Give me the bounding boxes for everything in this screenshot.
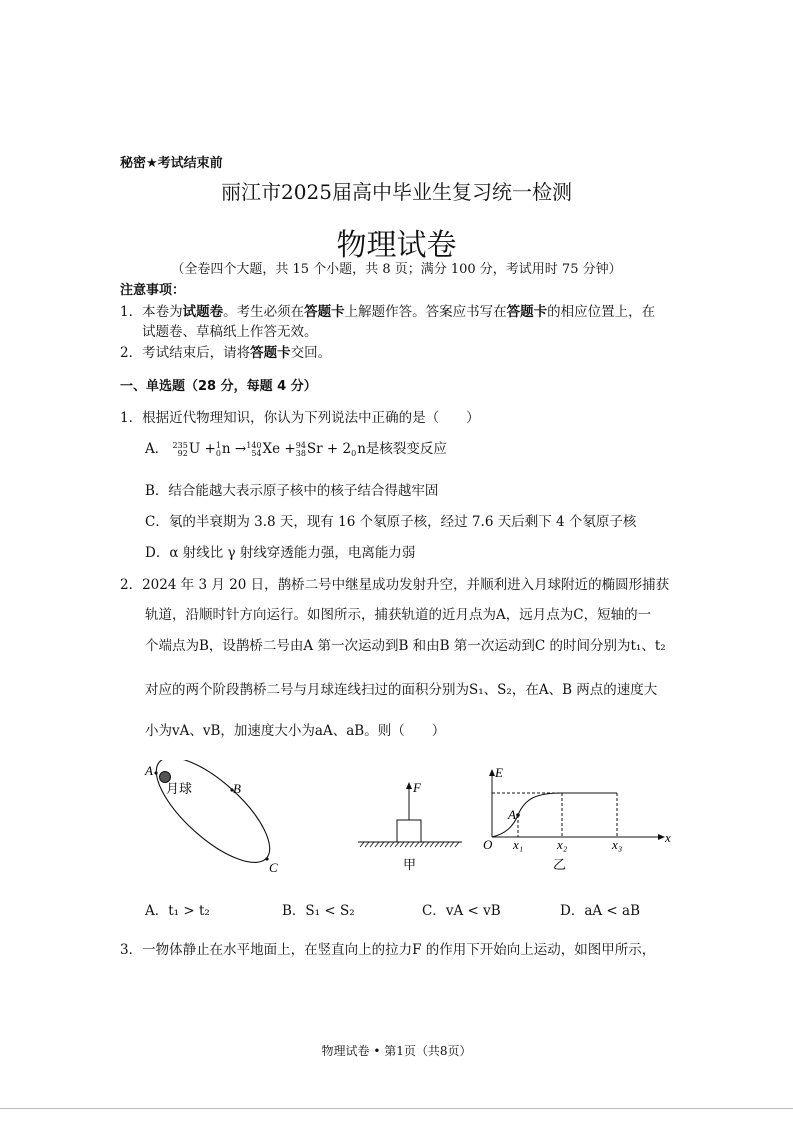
label-o: O: [483, 837, 493, 852]
formula-symbol: Xe: [262, 441, 281, 457]
section-1-title: 一、单选题（28 分，每题 4 分）: [120, 379, 317, 394]
confidential-label: 秘密★考试结束前: [120, 156, 223, 171]
label-e: E: [495, 765, 503, 780]
q2-line-1: 2．2024 年 3 月 20 日，鹊桥二号中继星成功发射升空，并顺利进入月球附近的椭圆形捕获: [120, 577, 670, 593]
label-f: F: [413, 780, 421, 795]
q1-stem: 1．根据近代物理知识，你认为下列说法中正确的是（ ）: [120, 410, 480, 426]
formula-symbol: n: [357, 441, 366, 457]
formula-op: + 2: [326, 441, 352, 457]
label-a: A: [145, 763, 153, 778]
formula-arrow: →: [234, 441, 247, 457]
label-x: x: [665, 830, 671, 845]
caption-jia: 甲: [403, 857, 417, 872]
isotope-index: 140 54: [246, 440, 262, 458]
label-b: B: [233, 781, 241, 796]
note-1: [120, 300, 655, 320]
label-c: C: [269, 860, 278, 875]
note-bold: 答题卡: [250, 345, 291, 361]
isotope-index: 94 38: [295, 440, 306, 458]
note-bold: 试题卷: [182, 304, 224, 320]
arrow-head-icon: [406, 782, 412, 789]
note-number: 2．: [120, 345, 143, 361]
figure-yi: [475, 762, 675, 877]
option-text: 是核裂变反应: [365, 441, 447, 457]
subject-title: 物理试卷: [336, 228, 457, 263]
note-text: 的相应位置上，在: [547, 304, 656, 320]
note-text: 交回。: [290, 345, 332, 361]
isotope-index: 235 92: [172, 440, 188, 458]
figure-jia: [350, 775, 470, 875]
q3-line-1: 3．一物体静止在水平地面上，在竖直向上的拉力F 的作用下开始向上运动，如图甲所示，: [120, 942, 656, 958]
formula-symbol: n: [221, 441, 231, 457]
q2-option-d[interactable]: D．aA < aB: [560, 903, 640, 919]
note-text: 。考生必须在: [223, 304, 305, 320]
note-text: 本卷为: [142, 304, 183, 320]
note-2: [120, 341, 331, 361]
formula-symbol: Sr: [306, 441, 323, 457]
page-footer: 物理试卷 • 第1页（共8页）: [321, 1044, 472, 1058]
bottom-divider: [0, 1108, 793, 1109]
note-bold: 答题卡: [304, 304, 345, 320]
q2-option-c[interactable]: C．vA < vB: [422, 903, 501, 919]
note-bold: 答题卡: [506, 304, 548, 320]
label-a: A: [508, 807, 516, 822]
label-x2: x₂: [557, 837, 568, 852]
formula-symbol: U: [188, 441, 201, 457]
q2-line-5: 小为vA、vB，加速度大小为aA、aB。则（ ）: [145, 723, 446, 739]
option-label: A．: [145, 441, 169, 457]
exam-title: 丽江市2025届高中毕业生复习统一检测: [221, 180, 572, 204]
note-text: 上解题作答。答案应书写在: [344, 304, 507, 320]
note-1-line2: 试题卷、草稿纸上作答无效。: [142, 324, 318, 340]
q2-option-a[interactable]: A．t₁ > t₂: [145, 903, 210, 919]
note-text: 考试结束后，请将: [142, 345, 251, 361]
x-arrow-icon: [658, 834, 665, 840]
q2-option-b[interactable]: B．S₁ < S₂: [282, 903, 355, 919]
point-a: [154, 771, 157, 774]
isotope-index: 1 0: [215, 440, 221, 458]
label-x3: x₃: [612, 837, 623, 852]
q2-line-3: 个端点为B，设鹊桥二号由A 第一次运动到B 和由B 第一次运动到C 的时间分别为t₁、t₂: [145, 638, 666, 654]
formula-op: +: [284, 441, 296, 457]
orbit-diagram: [140, 760, 300, 880]
point-a: [516, 813, 520, 817]
q1-option-a[interactable]: [145, 437, 447, 458]
ground-hatch: [360, 842, 459, 847]
block: [397, 820, 421, 842]
q2-line-4: 对应的两个阶段鹊桥二号与月球连线扫过的面积分别为S₁、S₂，在A、B 两点的速度大: [145, 682, 658, 698]
exam-info: （全卷四个大题，共 15 个小题，共 8 页；满分 100 分，考试用时 75 分钟）: [171, 262, 622, 277]
q1-option-d[interactable]: D．α 射线比 γ 射线穿透能力强，电离能力弱: [145, 545, 416, 561]
caption-yi: 乙: [553, 857, 567, 872]
q1-option-c[interactable]: C．氡的半衰期为 3.8 天，现有 16 个氡原子核，经过 7.6 天后剩下 4 个氡原子核: [145, 514, 637, 530]
q1-option-b[interactable]: B．结合能越大表示原子核中的核子结合得越牢固: [145, 483, 439, 499]
label-moon: 月球: [166, 781, 193, 796]
note-number: 1．: [120, 304, 143, 320]
notes-heading: 注意事项：: [120, 283, 186, 298]
label-x1: x₁: [513, 837, 524, 852]
q2-line-2: 轨道，沿顺时针方向运行。如图所示，捕获轨道的近月点为A，远月点为C，短轴的一: [145, 607, 652, 623]
energy-curve: [492, 793, 562, 837]
isotope-index: 0: [351, 448, 357, 458]
formula-op: +: [204, 441, 216, 457]
